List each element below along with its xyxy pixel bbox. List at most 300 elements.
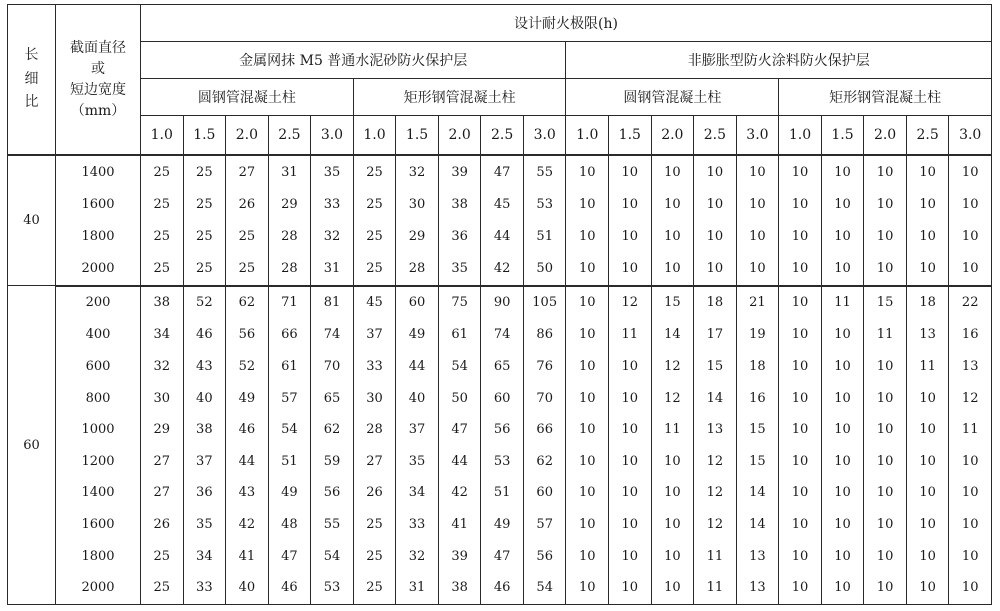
thickness-cell: 10 [949, 220, 992, 252]
table-row [8, 540, 992, 572]
thickness-cell: 11 [651, 414, 694, 446]
thickness-cell: 41 [226, 540, 269, 572]
thickness-cell: 51 [523, 220, 566, 252]
thickness-cell: 31 [268, 155, 311, 189]
thickness-cell: 44 [396, 351, 439, 383]
duration-header: 1.5 [821, 116, 864, 156]
thickness-cell: 54 [523, 572, 566, 605]
thickness-cell: 25 [226, 252, 269, 286]
thickness-cell: 38 [141, 286, 184, 320]
thickness-cell: 10 [651, 509, 694, 541]
thickness-cell: 10 [949, 252, 992, 286]
thickness-cell: 70 [311, 351, 354, 383]
thickness-cell: 10 [609, 382, 652, 414]
table-row [8, 414, 992, 446]
table-row [8, 572, 992, 605]
thickness-cell: 10 [949, 446, 992, 478]
thickness-cell: 25 [141, 540, 184, 572]
thickness-cell: 14 [651, 319, 694, 351]
thickness-cell: 62 [311, 414, 354, 446]
duration-header: 2.0 [438, 116, 481, 156]
thickness-cell: 38 [438, 189, 481, 221]
thickness-cell: 17 [694, 319, 737, 351]
section-size-value: 1800 [56, 540, 141, 572]
table-header [8, 5, 992, 156]
thickness-cell: 10 [694, 220, 737, 252]
thickness-cell: 37 [183, 446, 226, 478]
thickness-cell: 10 [566, 351, 609, 383]
thickness-cell: 53 [311, 572, 354, 605]
thickness-cell: 10 [864, 252, 907, 286]
duration-header: 2.0 [226, 116, 269, 156]
thickness-cell: 27 [226, 155, 269, 189]
thickness-cell: 14 [736, 477, 779, 509]
thickness-cell: 10 [694, 189, 737, 221]
thickness-cell: 10 [566, 477, 609, 509]
thickness-cell: 21 [736, 286, 779, 320]
thickness-cell: 42 [438, 477, 481, 509]
thickness-cell: 10 [651, 477, 694, 509]
thickness-cell: 55 [523, 155, 566, 189]
thickness-cell: 81 [311, 286, 354, 320]
thickness-cell: 40 [226, 572, 269, 605]
thickness-cell: 10 [779, 189, 822, 221]
thickness-cell: 10 [779, 220, 822, 252]
thickness-cell: 25 [353, 540, 396, 572]
thickness-cell: 25 [141, 220, 184, 252]
duration-header: 2.5 [906, 116, 949, 156]
thickness-cell: 25 [141, 189, 184, 221]
thickness-cell: 10 [821, 572, 864, 605]
thickness-cell: 53 [523, 189, 566, 221]
group-a-header: 金属网抹 M5 普通水泥砂防火保护层 [141, 42, 566, 79]
thickness-cell: 13 [736, 572, 779, 605]
thickness-cell: 42 [481, 252, 524, 286]
thickness-cell: 10 [821, 477, 864, 509]
slenderness-header-char: 长 [24, 46, 39, 63]
thickness-cell: 74 [481, 319, 524, 351]
thickness-cell: 10 [906, 382, 949, 414]
thickness-cell: 15 [694, 351, 737, 383]
thickness-cell: 10 [566, 414, 609, 446]
section-size-value: 2000 [56, 252, 141, 286]
thickness-cell: 10 [821, 351, 864, 383]
thickness-cell: 52 [226, 351, 269, 383]
thickness-cell: 10 [821, 509, 864, 541]
thickness-cell: 25 [226, 220, 269, 252]
thickness-cell: 10 [609, 540, 652, 572]
thickness-cell: 27 [141, 477, 184, 509]
section-size-line: 或 [91, 60, 105, 77]
thickness-cell: 10 [651, 446, 694, 478]
thickness-cell: 54 [311, 540, 354, 572]
thickness-cell: 43 [183, 351, 226, 383]
thickness-cell: 30 [396, 189, 439, 221]
thickness-cell: 10 [736, 155, 779, 189]
thickness-cell: 10 [609, 509, 652, 541]
thickness-cell: 10 [566, 319, 609, 351]
thickness-cell: 10 [949, 540, 992, 572]
thickness-cell: 12 [694, 446, 737, 478]
table-row [8, 477, 992, 509]
thickness-cell: 10 [864, 220, 907, 252]
thickness-cell: 25 [141, 572, 184, 605]
thickness-cell: 25 [141, 252, 184, 286]
thickness-cell: 34 [141, 319, 184, 351]
fire-protection-table [7, 4, 992, 605]
duration-header: 1.5 [609, 116, 652, 156]
thickness-cell: 35 [183, 509, 226, 541]
slenderness-header-char: 细 [24, 70, 39, 87]
section-size-value: 1000 [56, 414, 141, 446]
thickness-cell: 12 [651, 351, 694, 383]
thickness-cell: 49 [481, 509, 524, 541]
table-row [8, 220, 992, 252]
table-row [8, 319, 992, 351]
duration-header: 1.0 [141, 116, 184, 156]
thickness-cell: 60 [481, 382, 524, 414]
duration-header: 1.0 [353, 116, 396, 156]
thickness-cell: 10 [906, 572, 949, 605]
thickness-cell: 10 [779, 382, 822, 414]
table-row [8, 351, 992, 383]
duration-header: 2.5 [481, 116, 524, 156]
thickness-cell: 55 [311, 509, 354, 541]
thickness-cell: 25 [353, 252, 396, 286]
thickness-cell: 25 [183, 189, 226, 221]
thickness-cell: 10 [779, 414, 822, 446]
thickness-cell: 25 [183, 252, 226, 286]
section-size-line: 短边宽度 [70, 81, 126, 98]
thickness-cell: 10 [906, 414, 949, 446]
thickness-cell: 49 [396, 319, 439, 351]
thickness-cell: 28 [268, 220, 311, 252]
thickness-cell: 10 [821, 155, 864, 189]
section-size-value: 800 [56, 382, 141, 414]
thickness-cell: 66 [523, 414, 566, 446]
thickness-cell: 90 [481, 286, 524, 320]
slenderness-header [8, 5, 56, 156]
thickness-cell: 59 [311, 446, 354, 478]
thickness-cell: 31 [311, 252, 354, 286]
thickness-cell: 10 [566, 382, 609, 414]
thickness-cell: 10 [779, 477, 822, 509]
thickness-cell: 10 [609, 446, 652, 478]
thickness-cell: 38 [438, 572, 481, 605]
thickness-cell: 10 [949, 509, 992, 541]
section-size-value: 1600 [56, 189, 141, 221]
thickness-cell: 62 [523, 446, 566, 478]
thickness-cell: 57 [268, 382, 311, 414]
thickness-cell: 10 [864, 572, 907, 605]
thickness-cell: 60 [396, 286, 439, 320]
thickness-cell: 86 [523, 319, 566, 351]
thickness-cell: 10 [736, 220, 779, 252]
thickness-cell: 25 [353, 220, 396, 252]
thickness-cell: 75 [438, 286, 481, 320]
section-size-value: 600 [56, 351, 141, 383]
thickness-cell: 33 [353, 351, 396, 383]
duration-header: 1.5 [396, 116, 439, 156]
thickness-cell: 10 [651, 540, 694, 572]
thickness-cell: 25 [353, 189, 396, 221]
thickness-cell: 25 [141, 155, 184, 189]
thickness-cell: 36 [438, 220, 481, 252]
thickness-cell: 43 [226, 477, 269, 509]
thickness-cell: 13 [694, 414, 737, 446]
thickness-cell: 47 [481, 540, 524, 572]
thickness-cell: 10 [609, 252, 652, 286]
duration-header: 2.5 [694, 116, 737, 156]
section-size-header [56, 5, 141, 156]
thickness-cell: 13 [949, 351, 992, 383]
thickness-cell: 27 [141, 446, 184, 478]
section-size-value: 2000 [56, 572, 141, 605]
duration-header: 3.0 [523, 116, 566, 156]
duration-header: 1.5 [183, 116, 226, 156]
thickness-cell: 29 [141, 414, 184, 446]
thickness-cell: 71 [268, 286, 311, 320]
thickness-cell: 11 [864, 319, 907, 351]
thickness-cell: 28 [268, 252, 311, 286]
duration-header: 2.5 [268, 116, 311, 156]
thickness-cell: 15 [864, 286, 907, 320]
thickness-cell: 31 [396, 572, 439, 605]
slenderness-header-char: 比 [24, 94, 39, 111]
thickness-cell: 16 [949, 319, 992, 351]
thickness-cell: 10 [609, 572, 652, 605]
thickness-cell: 39 [438, 155, 481, 189]
thickness-cell: 76 [523, 351, 566, 383]
thickness-cell: 45 [481, 189, 524, 221]
thickness-cell: 12 [694, 509, 737, 541]
thickness-cell: 26 [141, 509, 184, 541]
round-column-header: 圆钢管混凝土柱 [141, 79, 354, 116]
slenderness-60-group [8, 286, 992, 605]
thickness-cell: 10 [949, 189, 992, 221]
thickness-cell: 33 [396, 509, 439, 541]
thickness-cell: 10 [949, 572, 992, 605]
thickness-cell: 10 [821, 382, 864, 414]
thickness-cell: 25 [353, 572, 396, 605]
section-size-value: 1400 [56, 155, 141, 189]
thickness-cell: 28 [396, 252, 439, 286]
section-size-value: 1200 [56, 446, 141, 478]
duration-header: 2.0 [864, 116, 907, 156]
thickness-cell: 10 [779, 572, 822, 605]
thickness-cell: 34 [396, 477, 439, 509]
thickness-cell: 56 [523, 540, 566, 572]
thickness-cell: 11 [694, 572, 737, 605]
thickness-cell: 10 [694, 252, 737, 286]
thickness-cell: 32 [396, 540, 439, 572]
duration-header: 1.0 [779, 116, 822, 156]
thickness-cell: 38 [183, 414, 226, 446]
thickness-cell: 25 [183, 220, 226, 252]
thickness-cell: 10 [566, 220, 609, 252]
thickness-cell: 10 [566, 540, 609, 572]
thickness-cell: 10 [906, 220, 949, 252]
thickness-cell: 10 [864, 509, 907, 541]
thickness-cell: 46 [481, 572, 524, 605]
thickness-cell: 46 [183, 319, 226, 351]
thickness-cell: 50 [438, 382, 481, 414]
thickness-cell: 51 [481, 477, 524, 509]
thickness-cell: 26 [353, 477, 396, 509]
thickness-cell: 10 [821, 414, 864, 446]
thickness-cell: 54 [268, 414, 311, 446]
thickness-cell: 10 [609, 414, 652, 446]
section-size-value: 1800 [56, 220, 141, 252]
thickness-cell: 13 [736, 540, 779, 572]
thickness-cell: 54 [438, 351, 481, 383]
thickness-cell: 10 [609, 220, 652, 252]
thickness-cell: 14 [694, 382, 737, 414]
thickness-cell: 10 [821, 540, 864, 572]
thickness-cell: 36 [183, 477, 226, 509]
thickness-cell: 40 [396, 382, 439, 414]
thickness-cell: 10 [906, 509, 949, 541]
thickness-cell: 66 [268, 319, 311, 351]
thickness-cell: 10 [864, 414, 907, 446]
thickness-cell: 28 [353, 414, 396, 446]
rect-column-header: 矩形钢管混凝土柱 [779, 79, 992, 116]
thickness-cell: 10 [779, 540, 822, 572]
thickness-cell: 10 [566, 189, 609, 221]
table-row [8, 155, 992, 189]
thickness-cell: 49 [226, 382, 269, 414]
thickness-cell: 53 [481, 446, 524, 478]
thickness-cell: 10 [821, 189, 864, 221]
thickness-cell: 29 [396, 220, 439, 252]
thickness-cell: 46 [268, 572, 311, 605]
thickness-cell: 10 [566, 509, 609, 541]
thickness-cell: 10 [906, 477, 949, 509]
thickness-cell: 10 [864, 382, 907, 414]
thickness-cell: 10 [566, 446, 609, 478]
thickness-cell: 10 [651, 220, 694, 252]
thickness-cell: 10 [821, 319, 864, 351]
thickness-cell: 44 [226, 446, 269, 478]
thickness-cell: 10 [566, 286, 609, 320]
thickness-cell: 10 [906, 446, 949, 478]
thickness-cell: 62 [226, 286, 269, 320]
thickness-cell: 42 [226, 509, 269, 541]
thickness-cell: 10 [864, 189, 907, 221]
table-row [8, 509, 992, 541]
thickness-cell: 10 [779, 252, 822, 286]
thickness-cell: 48 [268, 509, 311, 541]
thickness-cell: 46 [226, 414, 269, 446]
thickness-cell: 10 [821, 446, 864, 478]
thickness-cell: 65 [311, 382, 354, 414]
duration-header: 3.0 [736, 116, 779, 156]
thickness-cell: 25 [353, 509, 396, 541]
thickness-cell: 19 [736, 319, 779, 351]
duration-header: 1.0 [566, 116, 609, 156]
thickness-cell: 10 [609, 477, 652, 509]
section-size-value: 400 [56, 319, 141, 351]
thickness-cell: 10 [694, 155, 737, 189]
thickness-cell: 70 [523, 382, 566, 414]
thickness-cell: 10 [566, 252, 609, 286]
thickness-cell: 10 [779, 319, 822, 351]
thickness-cell: 35 [438, 252, 481, 286]
thickness-cell: 10 [651, 155, 694, 189]
group-b-header: 非膨胀型防火涂料防火保护层 [566, 42, 992, 79]
thickness-cell: 33 [183, 572, 226, 605]
thickness-cell: 10 [609, 155, 652, 189]
thickness-cell: 10 [864, 155, 907, 189]
thickness-cell: 10 [736, 189, 779, 221]
thickness-cell: 10 [864, 446, 907, 478]
thickness-cell: 56 [481, 414, 524, 446]
thickness-cell: 41 [438, 509, 481, 541]
thickness-cell: 30 [141, 382, 184, 414]
thickness-cell: 18 [736, 351, 779, 383]
section-size-line: （mm） [70, 102, 126, 119]
thickness-cell: 13 [906, 319, 949, 351]
thickness-cell: 10 [821, 252, 864, 286]
fire-limit-header: 设计耐火极限(h) [141, 5, 992, 42]
thickness-cell: 10 [864, 477, 907, 509]
thickness-cell: 12 [694, 477, 737, 509]
thickness-cell: 35 [396, 446, 439, 478]
thickness-cell: 14 [736, 509, 779, 541]
thickness-cell: 51 [268, 446, 311, 478]
thickness-cell: 10 [566, 155, 609, 189]
thickness-cell: 10 [779, 446, 822, 478]
thickness-cell: 10 [651, 189, 694, 221]
section-size-value: 200 [56, 286, 141, 320]
thickness-cell: 50 [523, 252, 566, 286]
thickness-cell: 49 [268, 477, 311, 509]
thickness-cell: 15 [651, 286, 694, 320]
thickness-cell: 15 [736, 414, 779, 446]
slenderness-40-group [8, 155, 992, 286]
thickness-cell: 56 [311, 477, 354, 509]
table-row [8, 286, 992, 320]
thickness-cell: 15 [736, 446, 779, 478]
thickness-cell: 33 [311, 189, 354, 221]
duration-header: 3.0 [949, 116, 992, 156]
thickness-cell: 32 [396, 155, 439, 189]
thickness-cell: 56 [226, 319, 269, 351]
thickness-cell: 26 [226, 189, 269, 221]
round-column-header: 圆钢管混凝土柱 [566, 79, 779, 116]
thickness-cell: 32 [141, 351, 184, 383]
thickness-cell: 10 [906, 189, 949, 221]
thickness-cell: 44 [481, 220, 524, 252]
thickness-cell: 10 [779, 509, 822, 541]
thickness-cell: 11 [821, 286, 864, 320]
thickness-cell: 34 [183, 540, 226, 572]
thickness-cell: 11 [609, 319, 652, 351]
thickness-cell: 52 [183, 286, 226, 320]
thickness-cell: 25 [183, 155, 226, 189]
thickness-cell: 65 [481, 351, 524, 383]
thickness-cell: 10 [736, 252, 779, 286]
thickness-cell: 11 [694, 540, 737, 572]
thickness-cell: 10 [779, 351, 822, 383]
thickness-cell: 35 [311, 155, 354, 189]
thickness-cell: 30 [353, 382, 396, 414]
thickness-cell: 61 [268, 351, 311, 383]
thickness-cell: 29 [268, 189, 311, 221]
thickness-cell: 32 [311, 220, 354, 252]
thickness-cell: 10 [864, 540, 907, 572]
thickness-cell: 10 [651, 252, 694, 286]
